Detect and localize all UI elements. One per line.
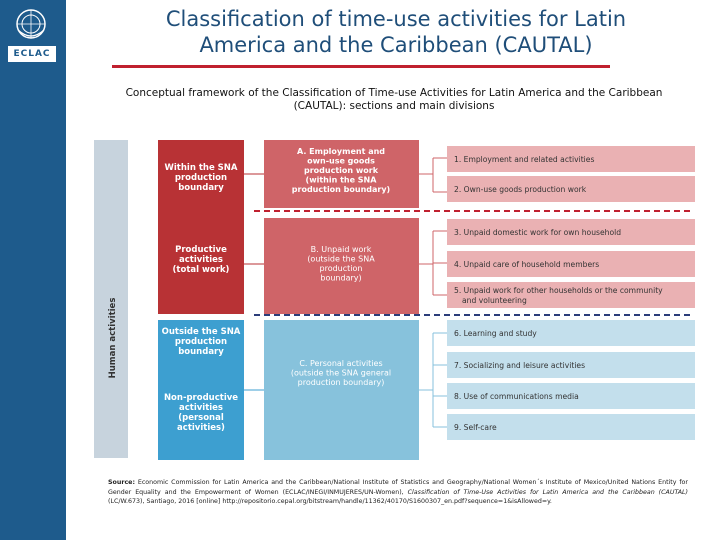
outside-sna-line: boundary	[178, 347, 224, 357]
source-note	[108, 478, 688, 507]
non-productive-line: activities	[178, 403, 224, 413]
division-5-line: 5. Unpaid work for other households or the community	[454, 286, 663, 295]
division-3-line: 3. Unpaid domestic work for own household	[454, 228, 622, 237]
within-sna-line: production	[174, 173, 228, 183]
title-underline	[112, 65, 610, 68]
section-a-line: own-use goods	[307, 156, 375, 166]
caption-line-1: Conceptual framework of the Classification of Time-use Activities for Latin America and the Caribbean	[125, 87, 663, 99]
section-b-line: B. Unpaid work	[310, 245, 372, 254]
connectors-section-b	[419, 231, 447, 295]
section-c-box	[264, 320, 419, 460]
section-a-line: production work	[303, 166, 379, 175]
division-7-label	[454, 361, 585, 370]
connectors-section-a	[419, 158, 447, 192]
division-7-line: 7. Socializing and leisure activities	[454, 361, 586, 370]
caption-line-2: (CAUTAL): sections and main divisions	[293, 100, 495, 112]
productive-line: activities	[178, 255, 224, 265]
productive-line: Productive	[175, 245, 227, 255]
productive-line: (total work)	[172, 265, 230, 275]
section-c-label	[291, 359, 391, 387]
section-c-line: C. Personal activities	[299, 359, 383, 368]
division-8-line: 8. Use of communications media	[454, 392, 579, 401]
non-productive-line: activities)	[177, 423, 225, 433]
division-9-line: 9. Self-care	[454, 423, 497, 432]
outside-sna-line: production	[174, 337, 228, 347]
division-5-line: and volunteering	[462, 296, 527, 305]
page-title	[72, 6, 720, 58]
sidebar-band	[0, 0, 66, 540]
division-4-label	[454, 260, 599, 269]
section-a-label	[292, 147, 390, 194]
division-6-label	[454, 329, 537, 338]
cautal-diagram	[94, 140, 704, 460]
non-productive-line: (personal	[178, 413, 224, 423]
division-1-line: 1. Employment and related activities	[454, 155, 595, 164]
section-b-line: (outside the SNA	[307, 254, 375, 264]
section-a-line: (within the SNA	[305, 175, 377, 185]
division-9-label	[454, 423, 497, 432]
source-label: Source:	[108, 479, 135, 486]
source-text: Economic Commission for Latin America and the Caribbean/National Institute of Statistics and Geography/National Women´s Institute of Mexico/United Nations Entity for Gender Equality and the Empowerment of Women (ECLAC/INEGI/INMUJERES/UN-Women),	[108, 479, 688, 496]
section-c-line: production boundary)	[297, 378, 385, 387]
connectors-left	[244, 174, 264, 264]
division-2-line: 2. Own-use goods production work	[454, 185, 587, 194]
section-b-line: production	[319, 264, 363, 273]
non-productive-line: Non-productive	[163, 393, 239, 403]
divisions-list	[447, 146, 695, 440]
un-emblem-icon	[13, 6, 49, 42]
diagram-caption	[74, 87, 714, 113]
division-8-label	[454, 392, 579, 401]
division-6-line: 6. Learning and study	[454, 329, 537, 338]
section-a-line: production boundary)	[291, 185, 391, 194]
human-activities-label: Human activities	[108, 297, 118, 379]
title-line-1: Classification of time-use activities for Latin	[165, 7, 627, 31]
within-sna-line: boundary	[178, 183, 224, 193]
section-b-line: boundary)	[320, 273, 362, 283]
within-sna-line: Within the SNA	[164, 163, 238, 173]
division-2-label	[454, 185, 587, 194]
connectors-section-c	[419, 333, 447, 427]
source-text-end: (LC/W.673), Santiago, 2016 [online] http://repositorio.cepal.org/bitstream/handle/11362/40170/S1600307_en.pdf?sequence=1&isAllowed=y.	[108, 498, 552, 505]
outside-sna-line: Outside the SNA	[161, 327, 241, 337]
title-line-2: America and the Caribbean (CAUTAL)	[199, 33, 593, 57]
division-1-label	[454, 155, 594, 164]
section-a-line: A. Employment and	[296, 147, 386, 156]
productive-activities-label	[173, 245, 230, 275]
source-publication-title: Classification of Time-Use Activities for Latin America and the Caribbean (CAUTAL)	[407, 488, 688, 496]
eclac-logo: ECLAC	[8, 46, 56, 62]
division-4-line: 4. Unpaid care of household members	[454, 260, 600, 269]
division-3-label	[454, 228, 621, 237]
section-c-line: (outside the SNA general	[290, 368, 392, 378]
